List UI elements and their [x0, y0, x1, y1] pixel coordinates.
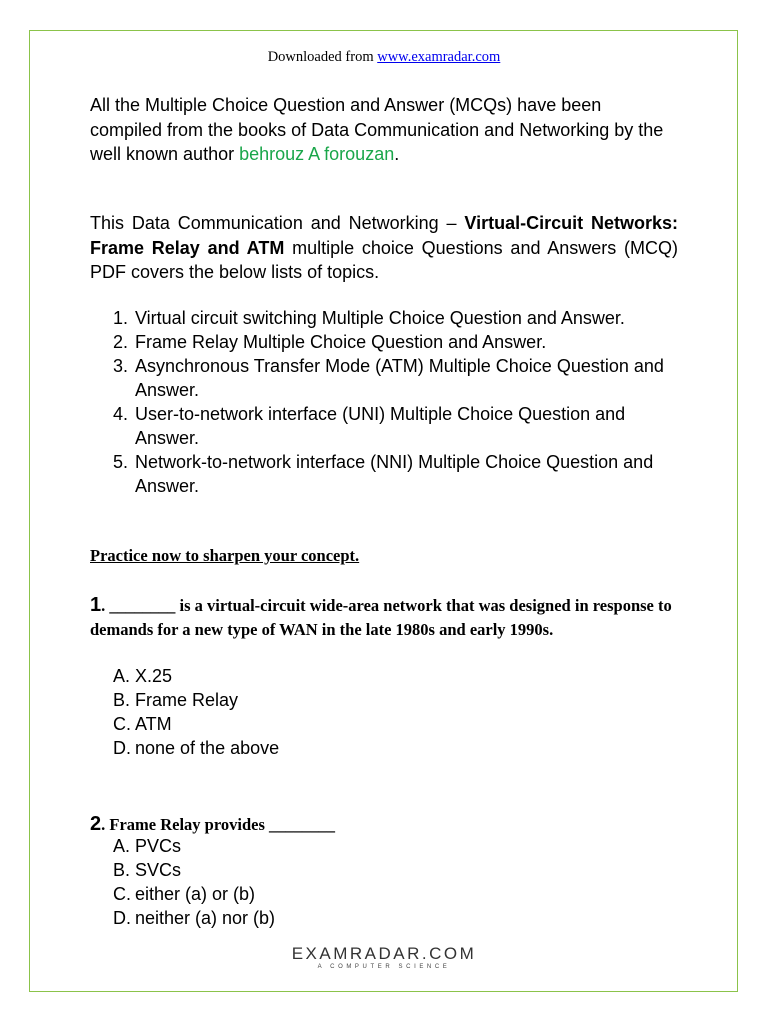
- topic-number: 5.: [113, 452, 129, 472]
- logo-brand: EXAMRADAR.COM: [291, 944, 477, 963]
- question-1: [90, 593, 680, 642]
- question-1-options: [113, 664, 279, 760]
- option-text: SVCs: [135, 860, 182, 880]
- topic-list: [113, 306, 688, 498]
- desc-part2: multiple choice Questions and Answers (MCQ) PDF covers the below lists of topics.: [90, 237, 678, 282]
- topic-number: 2.: [113, 332, 129, 352]
- option: [113, 882, 275, 906]
- option-text: Frame Relay: [135, 690, 239, 710]
- option: [113, 834, 275, 858]
- header-prefix: Downloaded from: [267, 49, 378, 65]
- topic-text: Asynchronous Transfer Mode (ATM) Multiple Choice Question and Answer.: [135, 356, 664, 400]
- desc-topic-title: Virtual-Circuit Networks: Frame Relay and ATM: [90, 213, 678, 258]
- option: [113, 906, 275, 930]
- download-header: [0, 49, 768, 66]
- option-text: neither (a) nor (b): [135, 908, 276, 928]
- option-text: X.25: [135, 666, 173, 686]
- topic-text: Frame Relay Multiple Choice Question and Answer.: [135, 332, 547, 352]
- option-letter: D.: [113, 738, 131, 758]
- topic-item: [113, 402, 688, 450]
- intro-text: All the Multiple Choice Question and Answer (MCQs) have been compiled from the books of Data Communication and Networking by the well known author: [90, 95, 664, 164]
- option: [113, 688, 279, 712]
- desc-part1: This Data Communication and Networking –: [90, 213, 465, 233]
- option-letter: C.: [113, 714, 131, 734]
- option: [113, 858, 275, 882]
- option-text: either (a) or (b): [135, 884, 256, 904]
- option-text: PVCs: [135, 836, 182, 856]
- topic-item: [113, 450, 688, 498]
- question-number: 1: [90, 594, 102, 616]
- option: [113, 712, 279, 736]
- question-number: 2: [90, 813, 102, 835]
- examradar-link[interactable]: www.examradar.com: [377, 49, 501, 65]
- topic-number: 4.: [113, 404, 129, 424]
- topic-text: Virtual circuit switching Multiple Choice Question and Answer.: [135, 308, 625, 328]
- option-text: ATM: [135, 714, 172, 734]
- topic-number: 1.: [113, 308, 129, 328]
- author-name: behrouz A forouzan: [239, 144, 395, 164]
- option-letter: B.: [113, 690, 131, 710]
- topic-text: Network-to-network interface (NNI) Multiple Choice Question and Answer.: [135, 452, 654, 496]
- question-text: . Frame Relay provides ________: [101, 815, 336, 834]
- topic-number: 3.: [113, 356, 129, 376]
- question-2-options: [113, 834, 275, 930]
- option-letter: A.: [113, 666, 131, 686]
- option-text: none of the above: [135, 738, 280, 758]
- option-letter: B.: [113, 860, 131, 880]
- description-paragraph: [90, 211, 678, 285]
- topic-item: [113, 330, 688, 354]
- practice-heading: Practice now to sharpen your concept.: [90, 546, 360, 565]
- option-letter: D.: [113, 908, 131, 928]
- question-text: . ________ is a virtual-circuit wide-area network that was designed in response to demands for a new type of WAN in the late 1980s and early 1990s.: [90, 596, 672, 639]
- option-letter: C.: [113, 884, 131, 904]
- option: [113, 664, 279, 688]
- option-letter: A.: [113, 836, 131, 856]
- topic-text: User-to-network interface (UNI) Multiple Choice Question and Answer.: [135, 404, 626, 448]
- option: [113, 736, 279, 760]
- topic-item: [113, 306, 688, 330]
- examradar-logo: [0, 944, 768, 970]
- logo-tagline: A COMPUTER SCIENCE: [317, 964, 451, 970]
- topic-item: [113, 354, 688, 402]
- intro-end: .: [394, 144, 400, 164]
- intro-paragraph: [90, 93, 678, 167]
